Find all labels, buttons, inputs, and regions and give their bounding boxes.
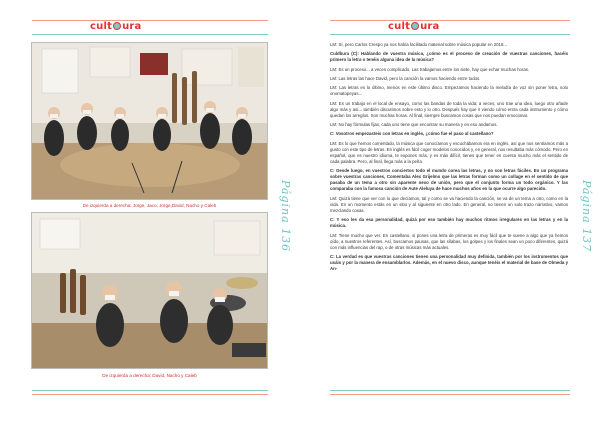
right-page <box>300 0 600 424</box>
caption-top: De izquierda a derecha: Jorge, Jaco, Jorge,David, Nacho y Caleb <box>82 203 217 208</box>
brand-logo: cult ura <box>90 21 142 32</box>
interview-question: C: Vosotros empezasteis con letras en inglés, ¿cómo fue el paso al castellano? <box>330 131 494 137</box>
photo-top-illustration <box>32 43 268 200</box>
interview-question: C: Desde luego, en vuestros conciertos todo el mundo corea las letras, y no son letras fáciles. En un programa sobre vuestras canciones, Comentaba Alex Grijelmo que las letras forman como un collage en el sentido de que pasaba de un tema a otro sin aparente nexo de unión, pero que el conjunto forma un todo orgánico. Y las comparaba con la famosa canción de Aute Aleluya de hace muchos años en la que ocurre algo parecido. <box>330 168 568 192</box>
brand-logo-right: cult ura <box>388 21 440 32</box>
footer-rule-coral <box>32 394 268 395</box>
interview-question: Culdbura (C): Hablando de vuestra música, ¿cómo es el proceso de creación de vuestras canciones, hacéis primero la letra o tenéis alguna idea de la música? <box>330 51 568 63</box>
footer-rule-coral-right <box>330 394 570 395</box>
interview-answer: LM: Es un trabajo en el local de ensayo, como las bandas de toda la vida; a veces, uno trae una idea, luego otro añade algo más y así... también discutimos sobre esto y lo otro. Después hay que ir viendo cómo entra cada instrumento y cómo quedan los arreglos. Son muchas horas. Al final, siempre buscamos cosas que nos puedan emocionar. <box>330 100 568 118</box>
logo-dot-icon <box>113 22 121 30</box>
interview-answer: LM: Tiene mucho que ver. En castellano, si pones una letra de primeras es muy fácil que te suene a algo que ya hemos oído, a nuestros referentes. Así, buscamos pausas, que las sílabas, los golpes y los finales sean un poco diferentes, quizá con más influencias del rap, o de otras músicas más actuales. <box>330 232 568 250</box>
footer-rule-teal <box>32 390 268 391</box>
header-rule-bottom-right <box>330 34 570 35</box>
interview-answer: LM: Quizá tiene que ver con lo que decíamos, tal y como se va haciendo la canción, se va de un tema a otro, como en la vida. En un momento estás en un sitio y al siguiente en otro lado. En general, no tienen un solo trazo narrativo, vamos mezclando cosas. <box>330 195 568 213</box>
interview-answer: LM: Es lo que hemos comentado, la música que conocíamos y escuchábamos era en inglés, así que nos sentíamos más a gusto con este tipo de letras. En inglés es fácil coger modelos conocidos y, en general, nos resultaba más cómodo. Pero en español, que es nuestro idioma, te expones más, y es más difícil, tienes que tener en cuenta mucho más el sentido de cada palabra. Pero, al final, llega más a la peña. <box>330 140 568 164</box>
interview-question: C: La verdad es que vuestras canciones tienen una personalidad muy definida, también por los instrumentos que usáis y por la manera de ensamblarlos. Además, en el nuevo disco, aunque tenéis el material de base de Olmeda y An- <box>330 254 568 272</box>
band-photo-top <box>31 42 268 200</box>
page-number-left: Página 136 <box>279 180 292 253</box>
interview-text-column <box>330 42 568 276</box>
interview-answer: LM: Sí, pero Carlos Crespo ya nos había facilitado material sobre música popular en 2018... <box>330 42 507 47</box>
header-rule-bottom <box>32 34 268 35</box>
interview-answer: LM: No hay fórmulas fijas, cada uno tiene que encontrar su manera y en eso andamos. <box>330 122 498 128</box>
page-number-right: Página 137 <box>580 180 593 253</box>
header-rule-top <box>32 20 268 21</box>
caption-bottom: De izquierda a derecha: David, Nacho y Caleb <box>102 373 197 378</box>
interview-answer: LM: Las letras es lo último, menos en este último disco. Empezamos haciendo la melodía de voz sin poner letra, solo onomatopeyas... <box>330 85 568 97</box>
band-photo-bottom <box>31 212 268 369</box>
interview-question: C: Y eso les da esa personalidad, quizá por eso también hay muchos ritmos irregulares en las letras y en la música. <box>330 217 568 229</box>
interview-answer: LM: Es un proceso... a veces complicado. Las trabajamos entre los siete, hay que echar muchas horas. <box>330 66 530 72</box>
header-rule-top-right <box>330 20 570 21</box>
footer-rule-teal-right <box>330 390 570 391</box>
photo-bottom-illustration <box>32 213 268 369</box>
interview-answer: LM: Las letras las hace David, pero la canción la vamos haciendo entre todos. <box>330 75 481 81</box>
logo-dot-icon <box>411 22 419 30</box>
